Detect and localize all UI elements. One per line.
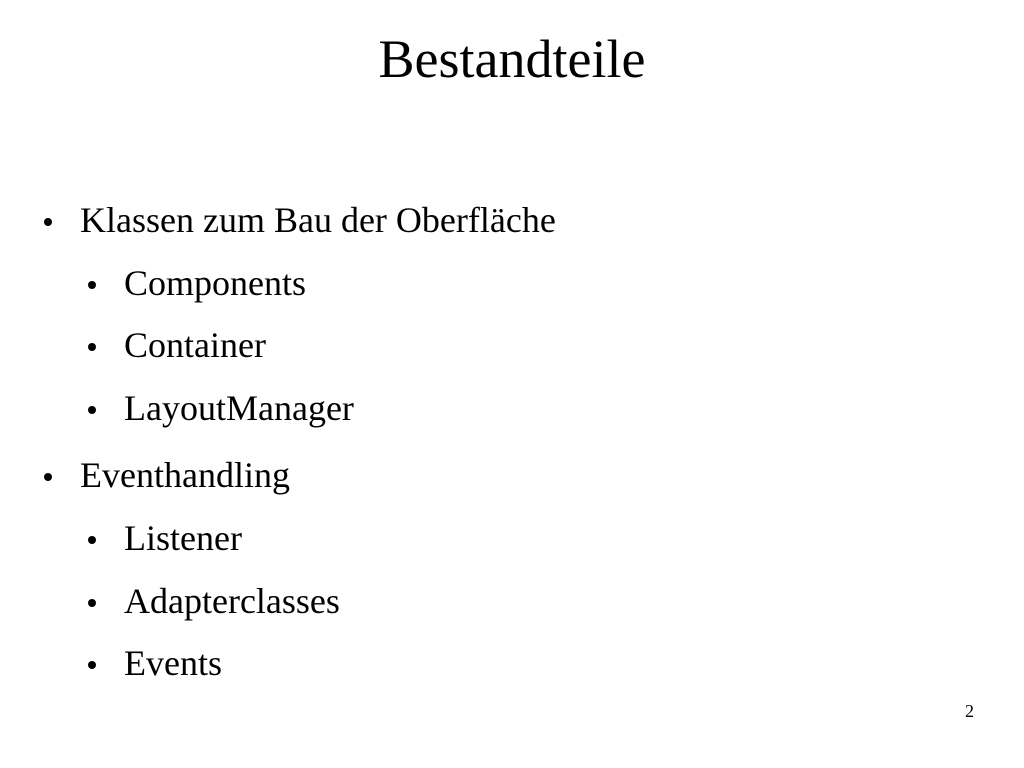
- page-number: 2: [965, 701, 974, 721]
- bullet-label: Listener: [124, 518, 242, 558]
- bullet-label: Events: [124, 643, 222, 683]
- bullet-label: LayoutManager: [124, 388, 354, 428]
- bullet-dot-icon: [88, 406, 96, 414]
- bullet-dot-icon: [88, 599, 96, 607]
- sub-bullet-item-listener: [124, 516, 242, 560]
- bullet-dot-icon: [44, 473, 52, 481]
- bullet-item-eventhandling: [80, 453, 290, 497]
- bullet-label: Adapterclasses: [124, 581, 340, 621]
- bullet-dot-icon: [88, 281, 96, 289]
- slide-title: Bestandteile: [378, 29, 646, 89]
- bullet-item-klassen: [80, 198, 556, 242]
- bullet-dot-icon: [44, 218, 52, 226]
- bullet-dot-icon: [88, 536, 96, 544]
- bullet-label: Eventhandling: [80, 455, 290, 495]
- bullet-dot-icon: [88, 661, 96, 669]
- sub-bullet-item-events: [124, 641, 222, 685]
- bullet-label: Klassen zum Bau der Oberfläche: [80, 200, 556, 240]
- bullet-dot-icon: [88, 343, 96, 351]
- bullet-label: Components: [124, 263, 307, 303]
- bullet-label: Container: [124, 325, 266, 365]
- sub-bullet-item-layoutmanager: [124, 386, 354, 430]
- sub-bullet-item-components: [124, 261, 306, 305]
- sub-bullet-item-adapterclasses: [124, 579, 340, 623]
- sub-bullet-item-container: [124, 323, 266, 367]
